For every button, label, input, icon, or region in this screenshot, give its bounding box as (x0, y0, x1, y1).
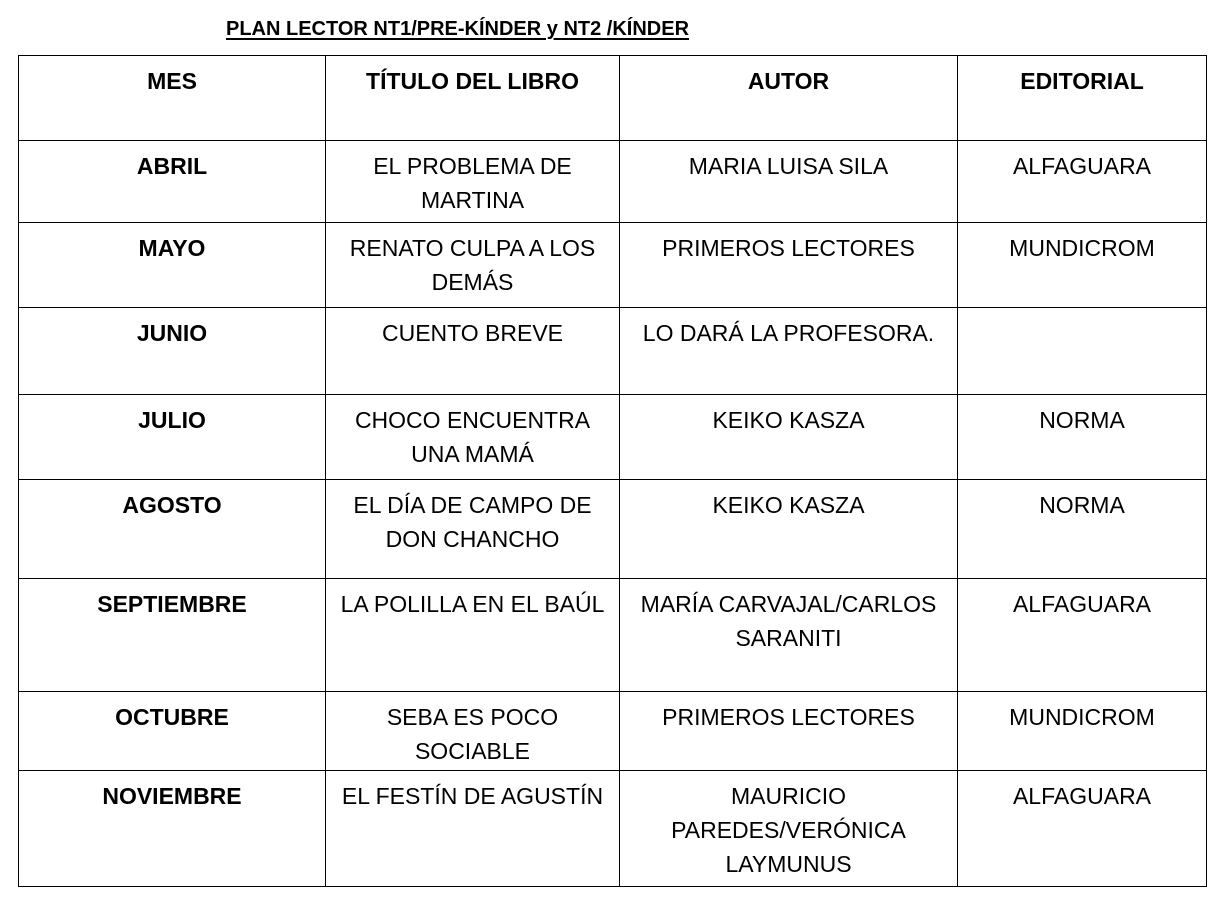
cell-editorial: ALFAGUARA (958, 771, 1207, 887)
cell-mes: JUNIO (19, 308, 326, 395)
table-row (19, 308, 1207, 395)
header-autor: AUTOR (620, 56, 958, 141)
header-titulo: TÍTULO DEL LIBRO (326, 56, 620, 141)
cell-editorial (958, 308, 1207, 395)
cell-titulo: EL DÍA DE CAMPO DE DON CHANCHO (326, 480, 620, 579)
cell-editorial: NORMA (958, 395, 1207, 480)
table-row (19, 771, 1207, 887)
header-mes: MES (19, 56, 326, 141)
cell-autor: PRIMEROS LECTORES (620, 223, 958, 308)
cell-editorial: ALFAGUARA (958, 141, 1207, 223)
cell-autor: LO DARÁ LA PROFESORA. (620, 308, 958, 395)
cell-titulo: RENATO CULPA A LOS DEMÁS (326, 223, 620, 308)
reading-plan-table (18, 55, 1207, 887)
cell-titulo: CUENTO BREVE (326, 308, 620, 395)
cell-titulo: EL FESTÍN DE AGUSTÍN (326, 771, 620, 887)
cell-mes: AGOSTO (19, 480, 326, 579)
cell-mes: OCTUBRE (19, 692, 326, 771)
table-row (19, 480, 1207, 579)
cell-autor: KEIKO KASZA (620, 480, 958, 579)
cell-autor: PRIMEROS LECTORES (620, 692, 958, 771)
cell-autor: KEIKO KASZA (620, 395, 958, 480)
table-row (19, 395, 1207, 480)
cell-mes: NOVIEMBRE (19, 771, 326, 887)
cell-titulo: EL PROBLEMA DE MARTINA (326, 141, 620, 223)
cell-editorial: ALFAGUARA (958, 579, 1207, 692)
table-header-row (19, 56, 1207, 141)
cell-mes: JULIO (19, 395, 326, 480)
cell-editorial: MUNDICROM (958, 692, 1207, 771)
cell-titulo: SEBA ES POCO SOCIABLE (326, 692, 620, 771)
table-row (19, 141, 1207, 223)
table-row (19, 579, 1207, 692)
table-row (19, 692, 1207, 771)
cell-titulo: LA POLILLA EN EL BAÚL (326, 579, 620, 692)
cell-mes: SEPTIEMBRE (19, 579, 326, 692)
cell-autor: MARÍA CARVAJAL/CARLOS SARANITI (620, 579, 958, 692)
cell-autor: MARIA LUISA SILA (620, 141, 958, 223)
cell-autor: MAURICIO PAREDES/VERÓNICA LAYMUNUS (620, 771, 958, 887)
document-title: PLAN LECTOR NT1/PRE-KÍNDER y NT2 /KÍNDER (226, 18, 690, 40)
cell-mes: ABRIL (19, 141, 326, 223)
cell-mes: MAYO (19, 223, 326, 308)
cell-editorial: NORMA (958, 480, 1207, 579)
cell-titulo: CHOCO ENCUENTRA UNA MAMÁ (326, 395, 620, 480)
cell-editorial: MUNDICROM (958, 223, 1207, 308)
header-editorial: EDITORIAL (958, 56, 1207, 141)
table-row (19, 223, 1207, 308)
